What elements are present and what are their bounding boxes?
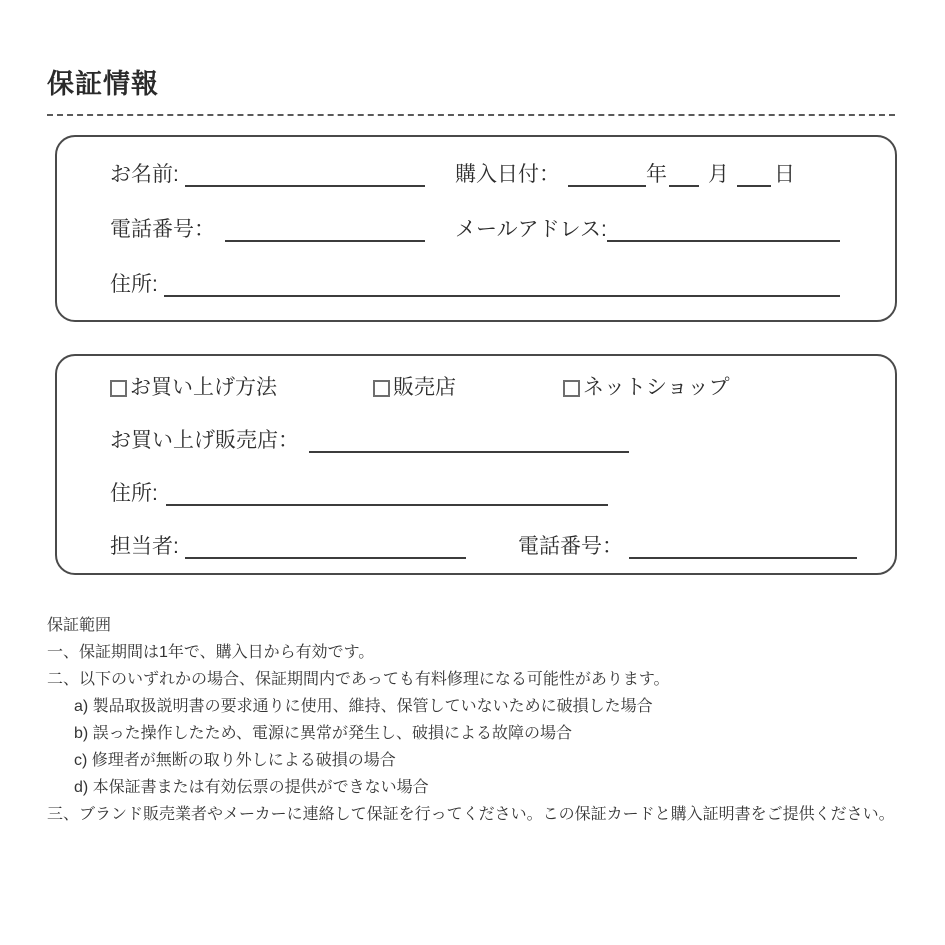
day-input-line[interactable]	[737, 180, 771, 187]
checkbox-item-purchase-method[interactable]	[110, 376, 373, 400]
customer-row-phone-email	[110, 218, 840, 242]
address-label: 住所:	[110, 273, 158, 296]
name-field	[110, 163, 425, 187]
name-label: お名前:	[110, 163, 179, 186]
title-divider-dashed-line	[47, 114, 895, 116]
year-input-line[interactable]	[568, 180, 646, 187]
store-input-line[interactable]	[309, 446, 629, 453]
phone-input-line[interactable]	[225, 235, 425, 242]
checkbox-item-retail-store[interactable]	[373, 376, 563, 400]
customer-row-name-date	[110, 163, 840, 187]
purchase-date-field	[455, 163, 845, 187]
email-field	[455, 218, 840, 242]
checkbox-label-net-shop: ネットショップ	[583, 376, 730, 399]
retailer-address-input-line[interactable]	[166, 499, 608, 506]
email-input-line[interactable]	[607, 235, 840, 242]
retailer-phone-field	[518, 535, 857, 559]
customer-info-box	[55, 135, 897, 322]
retailer-row-contact-phone	[110, 535, 857, 559]
retailer-address-label: 住所:	[110, 482, 158, 505]
address-input-line[interactable]	[164, 290, 840, 297]
terms-subitem-a: a) 製品取扱説明書の要求通りに使用、維持、保管していないために破損した場合	[74, 698, 653, 715]
checkbox-icon[interactable]	[373, 380, 390, 397]
terms-subitem-d: d) 本保証書または有効伝票の提供ができない場合	[74, 779, 429, 796]
warranty-terms-section	[47, 612, 922, 828]
terms-line-1: 一、保証期間は1年で、購入日から有効です。	[47, 644, 375, 661]
terms-subitem-b: b) 誤った操作したため、電源に異常が発生し、破損による故障の場合	[74, 725, 573, 742]
month-input-line[interactable]	[669, 180, 699, 187]
store-label: お買い上げ販売店：	[110, 429, 299, 452]
contact-person-field	[110, 535, 466, 559]
contact-person-label: 担当者:	[110, 535, 179, 558]
page-title: 保証情報	[47, 69, 159, 99]
retailer-row-address	[110, 482, 857, 506]
retailer-phone-input-line[interactable]	[629, 552, 857, 559]
contact-person-input-line[interactable]	[185, 552, 466, 559]
retailer-phone-label: 電話番号：	[518, 535, 623, 558]
purchase-method-checkbox-row	[110, 376, 857, 400]
customer-row-address	[110, 273, 840, 297]
phone-field	[110, 218, 425, 242]
terms-line-2: 二、以下のいずれかの場合、保証期間内であっても有料修理になる可能性があります。	[47, 671, 670, 688]
retailer-info-box	[55, 354, 897, 575]
month-label: 月	[708, 163, 729, 186]
terms-subitem-c: c) 修理者が無断の取り外しによる破損の場合	[74, 752, 396, 769]
checkbox-item-net-shop[interactable]	[563, 376, 857, 400]
phone-label: 電話番号：	[110, 218, 215, 241]
year-label: 年	[646, 163, 667, 186]
checkbox-label-purchase-method: お買い上げ方法	[130, 376, 277, 399]
email-label: メールアドレス:	[455, 218, 607, 241]
purchase-date-label: 購入日付：	[455, 163, 560, 186]
terms-line-3: 三、ブランド販売業者やメーカーに連絡して保証を行ってください。この保証カードと購入証明書をご提供ください。	[47, 806, 895, 823]
name-input-line[interactable]	[185, 180, 425, 187]
checkbox-icon[interactable]	[563, 380, 580, 397]
retailer-row-store	[110, 429, 857, 453]
checkbox-icon[interactable]	[110, 380, 127, 397]
terms-heading: 保証範囲	[47, 617, 112, 634]
day-label: 日	[774, 163, 795, 186]
checkbox-label-retail-store: 販売店	[393, 376, 456, 399]
